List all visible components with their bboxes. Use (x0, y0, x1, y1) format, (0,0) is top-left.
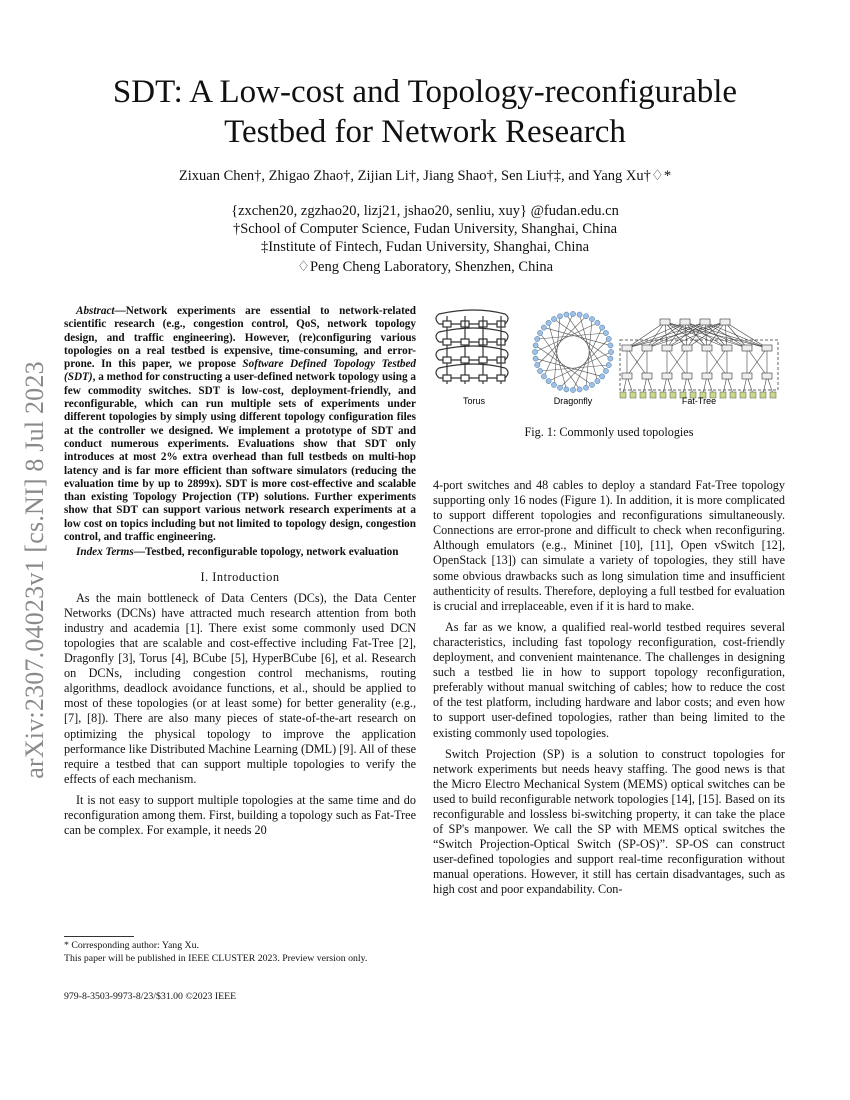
fat-tree-host (740, 392, 746, 398)
dragonfly-node (546, 379, 551, 384)
index-terms: Index Terms—Testbed, reconfigurable topology, network evaluation (76, 546, 399, 559)
fat-tree-switch (642, 373, 652, 379)
dragonfly-node (537, 368, 542, 373)
fat-tree-switch (762, 345, 772, 351)
dragonfly-node (535, 336, 540, 341)
dragonfly-node (557, 314, 562, 319)
dragonfly-label: Dragonfly (553, 396, 593, 406)
footnote-corresponding: * Corresponding author: Yang Xu. (64, 940, 199, 951)
fat-tree-link (627, 322, 705, 348)
affiliation-school: †School of Computer Science, Fudan University, Shanghai, China (232, 221, 618, 237)
fat-tree-switch (642, 345, 652, 351)
fat-tree-switch (622, 345, 632, 351)
fat-tree-switch (662, 345, 672, 351)
abstract-label: Abstract (76, 305, 115, 317)
fat-tree-switch (682, 373, 692, 379)
dragonfly-node (595, 320, 600, 325)
dragonfly-link (586, 319, 592, 388)
dragonfly-node (551, 382, 556, 387)
torus-node (497, 375, 505, 381)
topology-diagrams (433, 308, 785, 418)
fat-tree-switch (622, 373, 632, 379)
arxiv-stamp: arXiv:2307.04023v1 [cs.NI] 8 Jul 2023 (20, 361, 49, 779)
author-list: Zixuan Chen†, Zhigao Zhao†, Zijian Li†, Jiang Shao†, Sen Liu†‡, and Yang Xu†♢* (178, 168, 672, 184)
dragonfly-node (564, 312, 569, 317)
dragonfly-node (589, 316, 594, 321)
fat-tree-switch (682, 345, 692, 351)
dragonfly-link (560, 339, 609, 388)
fat-tree-switch (702, 373, 712, 379)
fat-tree-host (770, 392, 776, 398)
dragonfly-node (551, 316, 556, 321)
right-paragraph-2: As far as we know, a qualified real-world testbed requires several characteristics, including fast topology reconfiguration, cost-friendly deployment, and convenient maintenance. The challenges in designing such a testbed lie in how to support topology reconfiguration, preferably without manual switching of cables; how to reduce the cost of the test platform, including hardware and labor costs; and even how to support user-defined topologies, rather than being limited to the existing commonly used topologies. (433, 619, 785, 740)
dragonfly-node (532, 349, 537, 354)
dragonfly-node (564, 387, 569, 392)
dragonfly-node (608, 343, 613, 348)
fat-tree-link (725, 322, 767, 348)
torus-node (461, 375, 469, 381)
dragonfly-node (589, 382, 594, 387)
author-emails: {zxchen20, zgzhao20, lizj21, jshao20, senliu, xuy} @fudan.edu.cn (231, 203, 619, 219)
fat-tree-switch (702, 345, 712, 351)
dragonfly-node (608, 349, 613, 354)
dragonfly-node (535, 362, 540, 367)
dragonfly-node (583, 385, 588, 390)
dragonfly-node (557, 385, 562, 390)
dragonfly-node (608, 356, 613, 361)
fat-tree-link (725, 322, 747, 348)
dragonfly-node (600, 374, 605, 379)
dragonfly-node (533, 343, 538, 348)
fat-tree-host (670, 392, 676, 398)
right-column (433, 478, 785, 904)
dragonfly-node (603, 330, 608, 335)
right-paragraph-1: 4-port switches and 48 cables to deploy a standard Fat-Tree topology supporting only 16 nodes (Figure 1). In addition, it is more complicated to support different topologies and reconfigurations simultaneously. Connections are error-prone and difficult to check when reconfiguring. Although emulators (e.g., Mininet [10], [11], Open vSwitch [12], OpenStack [13]) can simulate a variety of topologies, they still have some obvious drawbacks such as long simulation time and insufficient authenticity of results. Therefore, deploying a full testbed for evaluation is crucial and irreplaceable, even if it is hard to make. (433, 478, 785, 613)
fat-tree-host (720, 392, 726, 398)
figure-caption: Fig. 1: Commonly used topologies (524, 425, 694, 439)
fat-tree-switch (722, 345, 732, 351)
torus-node (461, 357, 469, 363)
fat-tree-switch (662, 373, 672, 379)
abstract: Abstract—Network experiments are essential to network-related scientific research (e.g., congestion control, QoS, network topology design, and traffic engineering). However, (re)configuring various topologies on a real testbed is expensive, time-consuming, and error-prone. In this paper, we propose Software Defined Topology Testbed (SDT), a method for constructing a user-defined network topology using a few commodity switches. SDT is low-cost, deployment-friendly, and reconfigurable, which can run multiple sets of experiments under different topologies by simply using different topology configuration files at the controller we designed. We implement a prototype of SDT and conduct numerous experiments. Evaluations show that SDT only introduces at most 2% extra overhead than full testbeds on multi-hop latency and is far more efficient than software simulators (reducing the evaluation time by up to 2899x). SDT is more cost-effective and scalable than existing Topology Projection (TP) solutions. Further experiments show that SDT can support various network research experiments at a low cost on topics including but not limited to topology design, congestion control, and traffic engineering. (64, 305, 417, 544)
dragonfly-link (537, 316, 586, 365)
dragonfly-node (600, 325, 605, 330)
fat-tree-switch (700, 319, 710, 325)
fat-tree-host (660, 392, 666, 398)
fat-tree-host (640, 392, 646, 398)
fat-tree-host (730, 392, 736, 398)
torus-node (461, 339, 469, 345)
affiliation-pengcheng: ♢Peng Cheng Laboratory, Shenzhen, China (296, 259, 554, 275)
title-line-1: SDT: A Low-cost and Topology-reconfigurable (112, 74, 738, 110)
footnote-publish: This paper will be published in IEEE CLUSTER 2023. Preview version only. (64, 953, 368, 964)
dragonfly-link (554, 316, 560, 385)
fat-tree-switch (720, 319, 730, 325)
torus-node (479, 357, 487, 363)
dragonfly-node (603, 368, 608, 373)
torus-node (443, 375, 451, 381)
topology-figure (433, 308, 785, 436)
fat-tree-host (650, 392, 656, 398)
fat-tree-switch (762, 373, 772, 379)
dragonfly-node (533, 356, 538, 361)
fat-tree-switch (722, 373, 732, 379)
copyright-line: 979-8-3503-9973-8/23/$31.00 ©2023 IEEE (64, 991, 237, 1002)
torus-node (443, 357, 451, 363)
dragonfly-node (577, 387, 582, 392)
affiliation-fintech: ‡Institute of Fintech, Fudan University, Shanghai, China (260, 239, 590, 255)
fat-tree-host (750, 392, 756, 398)
torus-node (479, 375, 487, 381)
paper-title (0, 72, 850, 152)
fat-tree-switch (660, 319, 670, 325)
fat-tree-switch (742, 345, 752, 351)
dragonfly-node (537, 330, 542, 335)
fat-tree-link (647, 322, 725, 348)
intro-paragraph-1: As the main bottleneck of Data Centers (DCs), the Data Center Networks (DCNs) have attracted much research attention from both industry and academia [1]. There exist some commonly used DCN topologies that are scalable and cost-effective including Fat-Tree [2], Dragonfly [3], Torus [4], BCube [5], HyperBCube [6], et al. Research on DCNs, including congestion control mechanisms, routing algorithms, deadlock avoidance functions, et al., should be applied to most of these topologies (or at least some) for better generality (e.g., [7], [8]). There are also many pieces of state-of-the-art research on optimizing the physical topology to improve the application performance like Distributed Machine Learning (DML) [9]. All of these require a testbed that can support multiple topologies to verify the effects of each mechanism. (64, 590, 416, 786)
dragonfly-node (570, 311, 575, 316)
torus-label: Torus (462, 396, 486, 406)
fat-tree-host (760, 392, 766, 398)
dragonfly-node (583, 314, 588, 319)
fat-tree-switch (680, 319, 690, 325)
left-column (64, 305, 416, 844)
dragonfly-node (546, 320, 551, 325)
fat-tree-switch (742, 373, 752, 379)
torus-node (443, 339, 451, 345)
dragonfly-node (595, 379, 600, 384)
dragonfly-link (537, 333, 606, 339)
dragonfly-link (540, 365, 609, 371)
right-paragraph-3: Switch Projection (SP) is a solution to construct topologies for network experiments but needs heavy staffing. The good news is that the Micro Electro Mechanical System (MEMS) optical switches can be used to build reconfigurable network topologies [14], [15]. Based on its reconfigurable and lossless bi-switching property, it can take the place of SP's manpower. We call the SP with MEMS optical switches the “Switch Projection-Optical Switch (SP-OS)”. SP-OS can construct user-defined topologies and support real-time reconfiguration without manual operations. However, it still has certain disadvantages, such as high cost and poor expandability. Con- (433, 746, 785, 897)
dragonfly-node (570, 387, 575, 392)
sdt-name: Software Defined Topology Testbed (SDT) (64, 358, 417, 384)
section-heading-introduction: I. Introduction (200, 569, 280, 584)
dragonfly-node (606, 336, 611, 341)
fat-tree-host (630, 392, 636, 398)
intro-paragraph-2: It is not easy to support multiple topologies at the same time and do reconfiguration among them. First, building a topology such as Fat-Tree can be complex. For example, it needs 20 (64, 792, 416, 838)
fat-tree-label: Fat-Tree (681, 396, 717, 406)
dragonfly-node (541, 374, 546, 379)
fat-tree-diagram (620, 319, 778, 398)
torus-diagram (436, 310, 508, 384)
torus-node (443, 321, 451, 327)
fat-tree-host (620, 392, 626, 398)
dragonfly-diagram (532, 311, 613, 392)
footnote-rule (64, 936, 134, 937)
title-line-2: Testbed for Network Research (224, 114, 626, 150)
dragonfly-node (541, 325, 546, 330)
dragonfly-node (606, 362, 611, 367)
dragonfly-node (577, 312, 582, 317)
